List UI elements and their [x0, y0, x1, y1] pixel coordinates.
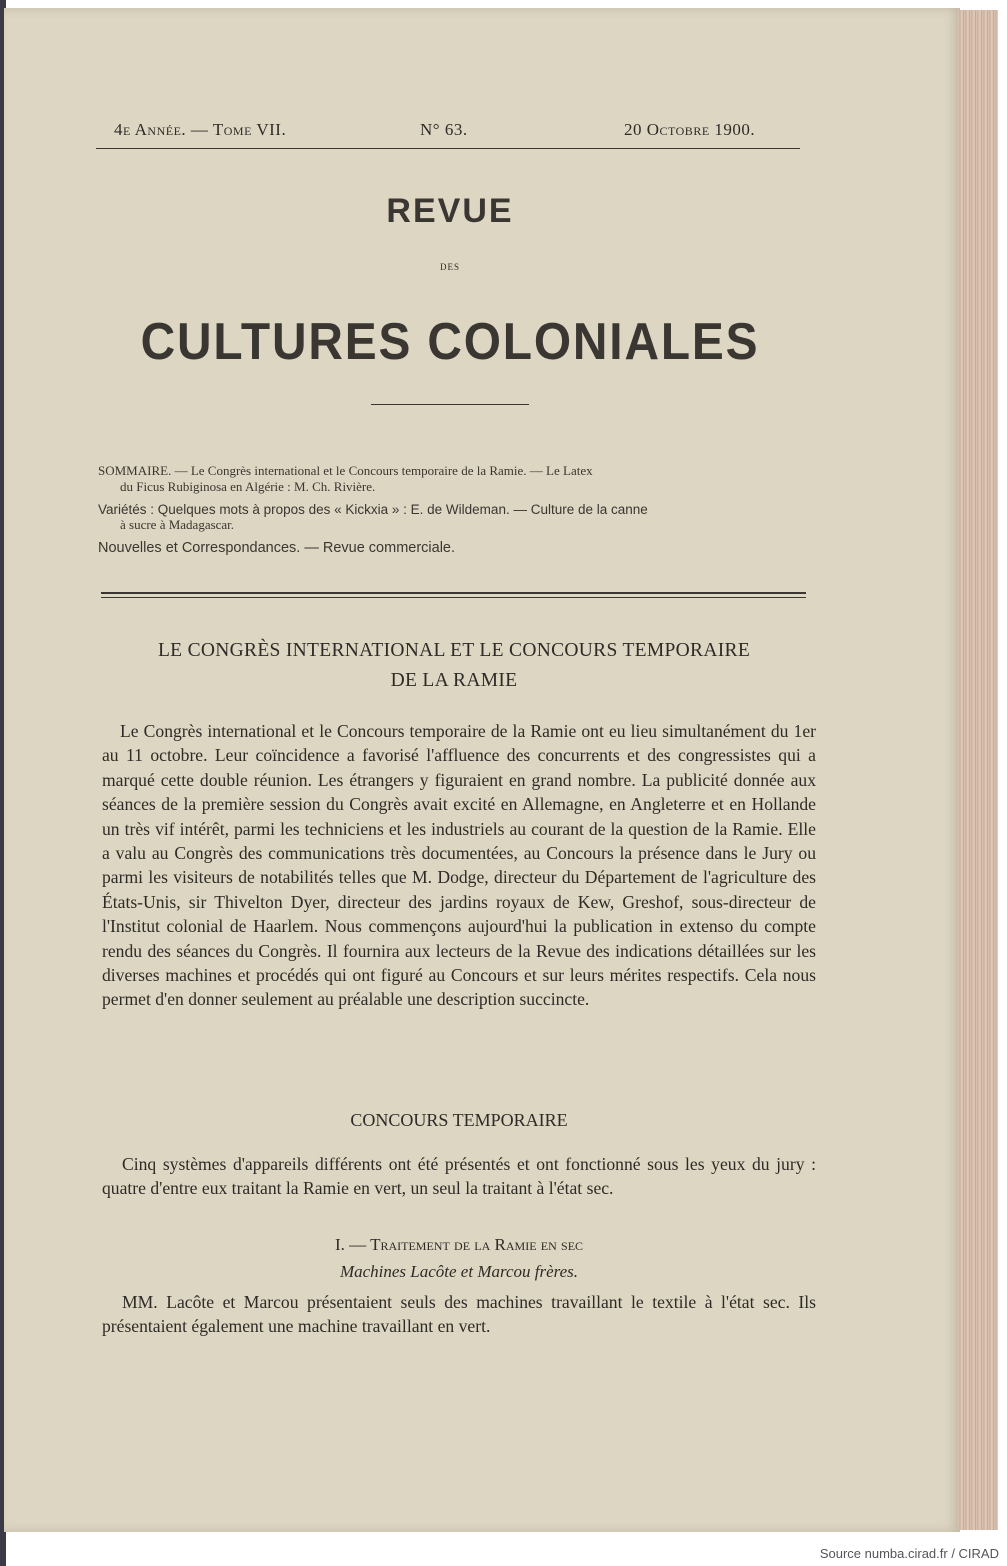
- article-title: [96, 636, 812, 696]
- paragraph-3: MM. Lacôte et Marcou présentaient seuls des machines travaillant le textile à l'état sec. Ils présentaient également une machine travaillant en vert.: [102, 1292, 816, 1337]
- sommaire-line-1: SOMMAIRE. — Le Congrès international et le Concours temporaire de la Ramie. — Le Latex: [98, 463, 593, 478]
- subsection-machines-lacote: Machines Lacôte et Marcou frères.: [339, 1262, 579, 1281]
- subsection-traitement-sec: I. — Traitement de la Ramie en sec: [334, 1235, 584, 1254]
- masthead-rule: [96, 148, 800, 149]
- masthead-date: 20 Octobre 1900.: [624, 120, 756, 139]
- sommaire-rule-top: [101, 592, 806, 594]
- sommaire-line-5: Nouvelles et Correspondances. — Revue commerciale.: [98, 540, 456, 556]
- sommaire-line-3: Variétés : Quelques mots à propos des « Kickxia » : E. de Wildeman. — Culture de la canne: [98, 502, 648, 517]
- masthead-number: N° 63.: [420, 120, 468, 139]
- article-title-line-2: DE LA RAMIE: [390, 670, 518, 691]
- paragraph-2: Cinq systèmes d'appareils différents ont été présentés et ont fonctionné sous les yeux du jury : quatre d'entre eux traitant la Ramie en vert, un seul la traitant à l'état sec.: [102, 1154, 816, 1199]
- page-edges: [958, 10, 998, 1530]
- paragraph-1: Le Congrès international et le Concours temporaire de la Ramie ont eu lieu simultanément du 1er au 11 octobre. Leur coïncidence a favorisé l'affluence des concurrents et des congressistes qui a marqué cette double réunion. Les étrangers y figuraient en grand nombre. La publicité donnée aux séances de la première session du Congrès avait excité en Allemagne, en Angleterre et en Hollande un très vif intérêt, parmi les techniciens et les industriels au courant de la question de la Ramie. Elle a valu au Congrès des communications très documentées, au Concours la présence dans le Jury ou parmi les visiteurs de notabilités telles que M. Dodge, directeur du Département de l'agriculture des États-Unis, sir Thivelton Dyer, directeur des jardins royaux de Kew, Greshof, sous-directeur de l'Institut colonial de Haarlem. Nous commençons aujourd'hui la publication in extenso du compte rendu des séances du Congrès. Il fournira aux lecteurs de la Revue des indications détaillées sur les diverses machines et procédés qui ont figuré au Concours et sur leurs mérites respectifs. Cela nous permet d'en donner seulement au préalable une description succincte.: [102, 721, 816, 1010]
- sommaire-line-2: du Ficus Rubiginosa en Algérie : M. Ch. Rivière.: [120, 479, 376, 494]
- article-title-line-1: LE CONGRÈS INTERNATIONAL ET LE CONCOURS TEMPORAIRE: [157, 640, 751, 661]
- sommaire-line-4: à sucre à Madagascar.: [120, 517, 235, 532]
- title-cultures-coloniales: CULTURES COLONIALES: [140, 313, 760, 371]
- title-revue: REVUE: [386, 192, 514, 230]
- sommaire-rule-bottom: [101, 597, 806, 598]
- section-concours-temporaire: CONCOURS TEMPORAIRE: [350, 1110, 568, 1130]
- title-des: DES: [439, 262, 460, 272]
- masthead-year: 4e Année. — Tome VII.: [114, 120, 287, 139]
- title-rule: [371, 404, 529, 405]
- source-credit: Source numba.cirad.fr / CIRAD: [819, 1546, 999, 1561]
